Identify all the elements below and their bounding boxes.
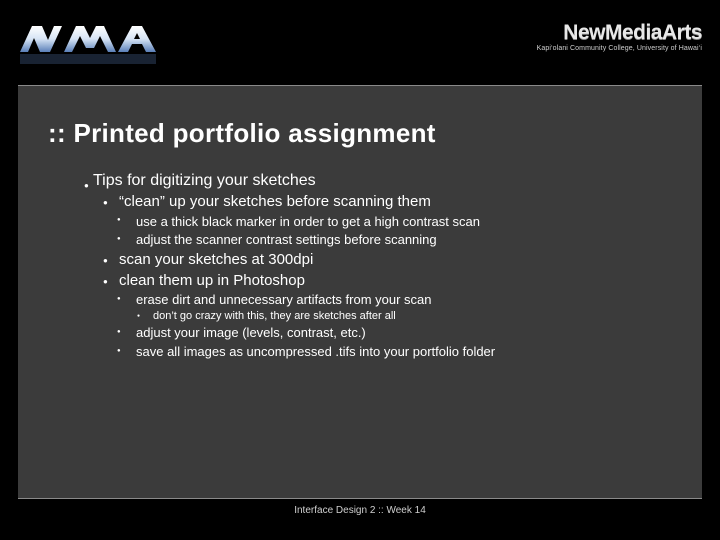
bullet-icon: ● — [117, 348, 121, 354]
bullet-save-images: save all images as uncompressed .tifs into your portfolio folder — [136, 344, 496, 359]
bullet-icon: ● — [117, 329, 121, 335]
bullet-dont-go-crazy: don’t go crazy with this, they are sketches after all — [153, 310, 396, 322]
brand-subtitle: Kapi‘olani Community College, University of Hawai‘i — [536, 45, 702, 52]
bullet-icon: ● — [103, 198, 108, 207]
bullet-scan-300dpi: scan your sketches at 300dpi — [119, 251, 314, 268]
bullet-clean-photoshop: clean them up in Photoshop — [119, 272, 305, 289]
bullet-thick-marker: use a thick black marker in order to get a high contrast scan — [136, 214, 480, 229]
bullet-icon: ● — [117, 217, 121, 223]
slide-title: :: Printed portfolio assignment — [48, 118, 436, 148]
nma-logo-icon — [18, 22, 160, 68]
brand-name: NewMediaArts — [563, 21, 702, 44]
bullet-erase-dirt: erase dirt and unnecessary artifacts from your scan — [136, 292, 432, 307]
bullet-icon: ● — [117, 296, 121, 302]
bullet-tips: Tips for digitizing your sketches — [93, 172, 316, 189]
bullet-icon: ● — [103, 277, 108, 286]
slide-footer: Interface Design 2 :: Week 14 — [294, 505, 426, 516]
brand-logo — [537, 22, 702, 53]
bullet-icon: ● — [103, 256, 108, 265]
bullet-icon: ● — [117, 236, 121, 242]
bullet-icon: ● — [84, 181, 89, 190]
bullet-icon: ● — [137, 313, 141, 319]
bullet-clean-before: “clean” up your sketches before scanning them — [119, 193, 431, 210]
bullet-adjust-scanner: adjust the scanner contrast settings before scanning — [136, 232, 437, 247]
bullet-adjust-image: adjust your image (levels, contrast, etc.) — [136, 325, 366, 340]
